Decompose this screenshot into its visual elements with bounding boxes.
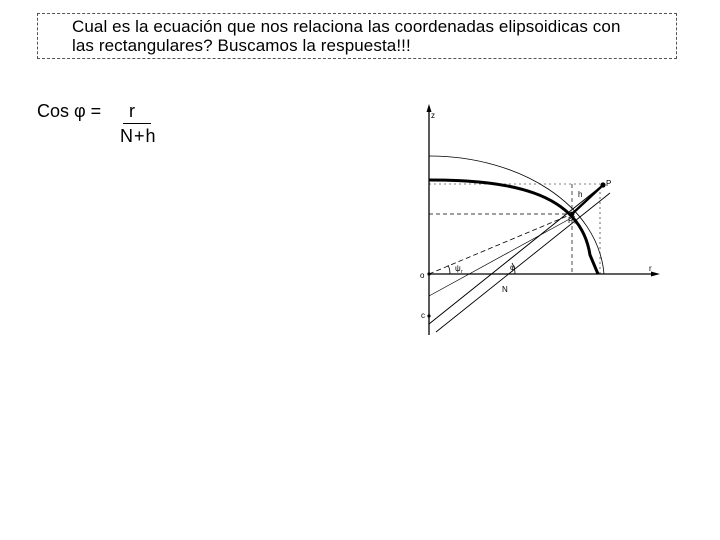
label-origin: o bbox=[420, 271, 425, 280]
point-origin bbox=[427, 272, 430, 275]
label-P0: P₀ bbox=[568, 216, 577, 225]
ellipsoid-diagram bbox=[400, 95, 670, 345]
label-h: h bbox=[578, 190, 583, 199]
formula-denominator: N+h bbox=[120, 126, 157, 146]
label-psi: ψ bbox=[455, 264, 461, 273]
formula-numerator: r bbox=[129, 101, 135, 121]
label-psi-subscript: r bbox=[461, 269, 463, 275]
geocentric-radius bbox=[429, 214, 572, 274]
reference-circle bbox=[429, 156, 604, 274]
ellipse-arc bbox=[429, 180, 598, 274]
h-segment bbox=[572, 186, 602, 214]
r-axis-arrow bbox=[651, 272, 660, 277]
fraction-bar bbox=[123, 123, 151, 124]
label-z: z bbox=[431, 111, 435, 120]
question-box bbox=[37, 13, 677, 59]
formula-lhs: Cos φ = bbox=[37, 101, 102, 121]
label-N: N bbox=[502, 285, 508, 294]
label-P: P bbox=[606, 179, 612, 188]
auxiliary-line bbox=[429, 216, 575, 296]
normal-line bbox=[429, 184, 604, 324]
psi-angle-arc bbox=[448, 265, 450, 274]
question-line-1: Cual es la ecuación que nos relaciona las coordenadas elipsoidicas con bbox=[72, 17, 621, 36]
question-line-2: las rectangulares? Buscamos la respuesta!!! bbox=[72, 36, 411, 55]
point-c bbox=[427, 314, 430, 317]
label-c: c bbox=[421, 311, 425, 320]
label-r: r bbox=[649, 264, 652, 273]
point-P bbox=[600, 182, 605, 187]
label-phi: φ bbox=[510, 263, 516, 272]
